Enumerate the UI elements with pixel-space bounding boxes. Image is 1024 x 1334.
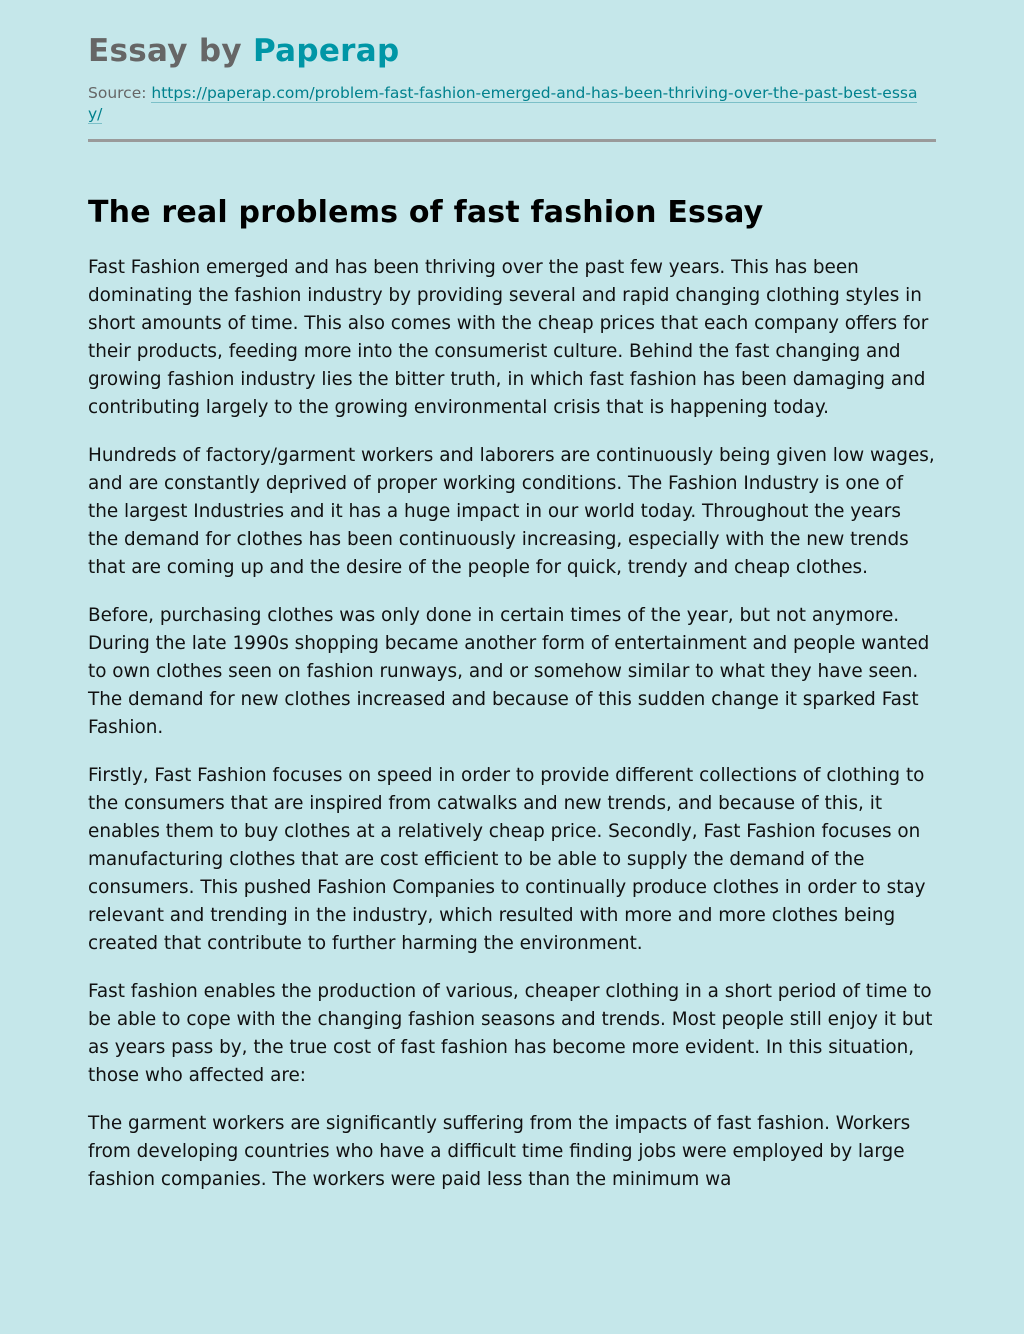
header-divider	[88, 139, 936, 142]
essay-paragraph: The garment workers are significantly suffering from the impacts of fast fashion. Workers from developing countries who have a difficult time finding jobs were employed by large fashion companies. The workers were paid less than the minimum wa	[88, 1113, 911, 1190]
essay-paragraph: Fast Fashion emerged and has been thriving over the past few years. This has been dominating the fashion industry by providing several and rapid changing clothing styles in short amounts of time. This also comes with the cheap prices that each company offers for their products, feeding more into the consumerist culture. Behind the fast changing and growing fashion industry lies the bitter truth, in which fast fashion has been damaging and contributing largely to the growing environmental crisis that is happening today.	[88, 257, 929, 418]
site-brand	[88, 32, 936, 70]
essay-paragraph: Fast fashion enables the production of various, cheaper clothing in a short period of time to be able to cope with the changing fashion seasons and trends. Most people still enjoy it but as years pass by, the true cost of fast fashion has become more evident. In this situation, those who affected are:	[88, 981, 933, 1086]
essay-body	[88, 254, 936, 1194]
essay-paragraph: Before, purchasing clothes was only done in certain times of the year, but not anymore. During the late 1990s shopping became another form of entertainment and people wanted to own clothes seen on fashion runways, and or somehow similar to what they have seen. The demand for new clothes increased and because of this sudden change it sparked Fast Fashion.	[88, 605, 930, 738]
brand-name: Paperap	[252, 33, 400, 69]
essay-title: The real problems of fast fashion Essay	[88, 195, 764, 230]
essay-paragraph: Hundreds of factory/garment workers and laborers are continuously being given low wages, and are constantly deprived of proper working conditions. The Fashion Industry is one of the largest Industries and it has a huge impact in our world today. Throughout the years the demand for clothes has been continuously increasing, especially with the new trends that are coming up and the desire of the people for quick, trendy and cheap clothes.	[88, 445, 935, 578]
brand-prefix: Essay by	[88, 33, 253, 69]
essay-paragraph: Firstly, Fast Fashion focuses on speed in order to provide different collections of clothing to the consumers that are inspired from catwalks and new trends, and because of this, it enables them to buy clothes at a relatively cheap price. Secondly, Fast Fashion focuses on manufacturing clothes that are cost efficient to be able to supply the demand of the consumers. This pushed Fashion Companies to continually produce clothes in order to stay relevant and trending in the industry, which resulted with more and more clothes being created that contribute to further harming the environment.	[88, 765, 926, 954]
source-label: Source:	[88, 84, 147, 102]
essay-page	[88, 0, 936, 1194]
source-link[interactable]: https://paperap.com/problem-fast-fashion-emerged-and-has-been-thriving-over-the-past-best-essay/	[88, 84, 918, 123]
source-line	[88, 83, 918, 125]
